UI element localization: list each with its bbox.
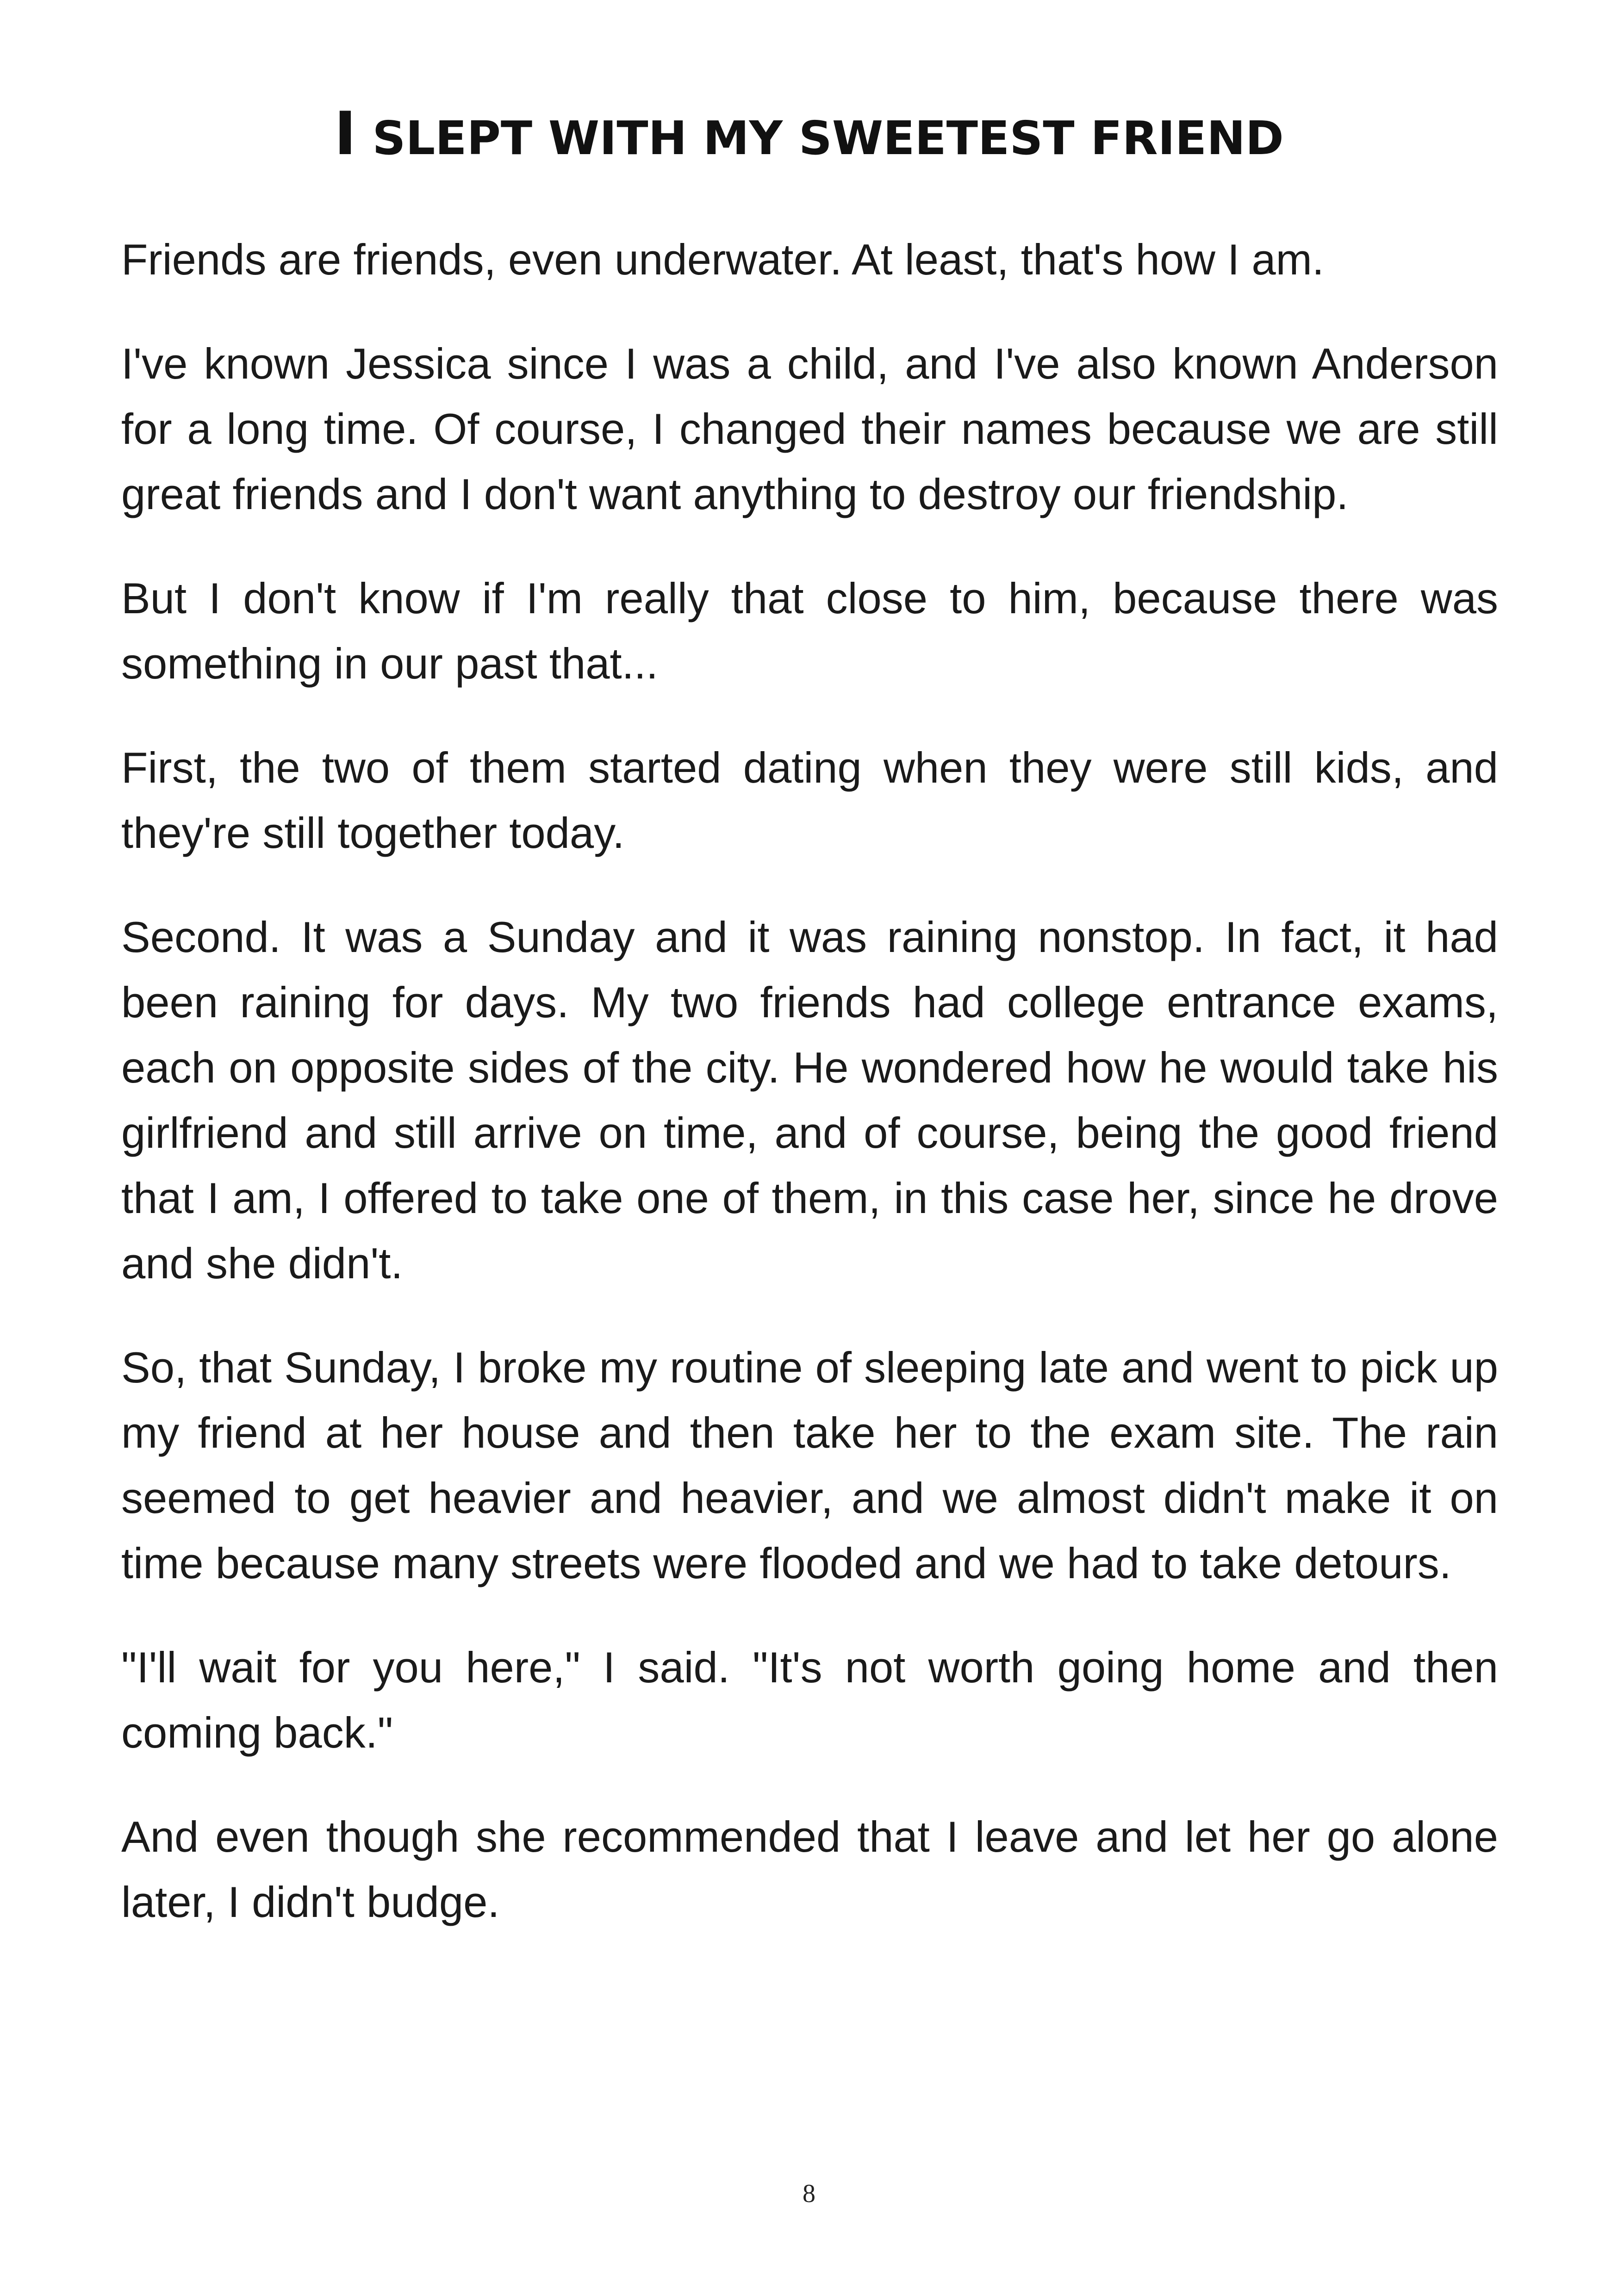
page-number: 8 bbox=[803, 2179, 815, 2208]
paragraph: Second. It was a Sunday and it was raining nonstop. In fact, it had been raining for days. My two friends had college entrance exams, each on opposite sides of the city. He wondered how he would take his girlfriend and still arrive on time, and of course, being the good friend that I am, I offered to take one of them, in this case her, since he drove and she didn't. bbox=[121, 913, 1498, 1288]
body-text bbox=[121, 227, 1498, 1973]
chapter-title-rest: SLEPT WITH MY SWEETEST FRIEND bbox=[356, 111, 1284, 165]
paragraph: First, the two of them started dating when they were still kids, and they're still together today. bbox=[121, 743, 1498, 857]
paragraph: Friends are friends, even underwater. At least, that's how I am. bbox=[121, 235, 1325, 284]
paragraph: I've known Jessica since I was a child, and I've also known Anderson for a long time. Of course, I changed their names because we are still great friends and I don't want anything to destroy our friendship. bbox=[121, 339, 1498, 518]
paragraph: And even though she recommended that I leave and let her go alone later, I didn't budge. bbox=[121, 1812, 1498, 1926]
paragraph: "I'll wait for you here," I said. "It's not worth going home and then coming back." bbox=[121, 1643, 1498, 1757]
paragraph: But I don't know if I'm really that close to him, because there was something in our past that... bbox=[121, 574, 1498, 688]
chapter-title-initial: I bbox=[334, 100, 356, 168]
chapter-title bbox=[120, 97, 1498, 175]
paragraph: So, that Sunday, I broke my routine of sleeping late and went to pick up my friend at her house and then take her to the exam site. The rain seemed to get heavier and heavier, and we almost didn't make it on time because many streets were flooded and we had to take detours. bbox=[121, 1343, 1498, 1587]
